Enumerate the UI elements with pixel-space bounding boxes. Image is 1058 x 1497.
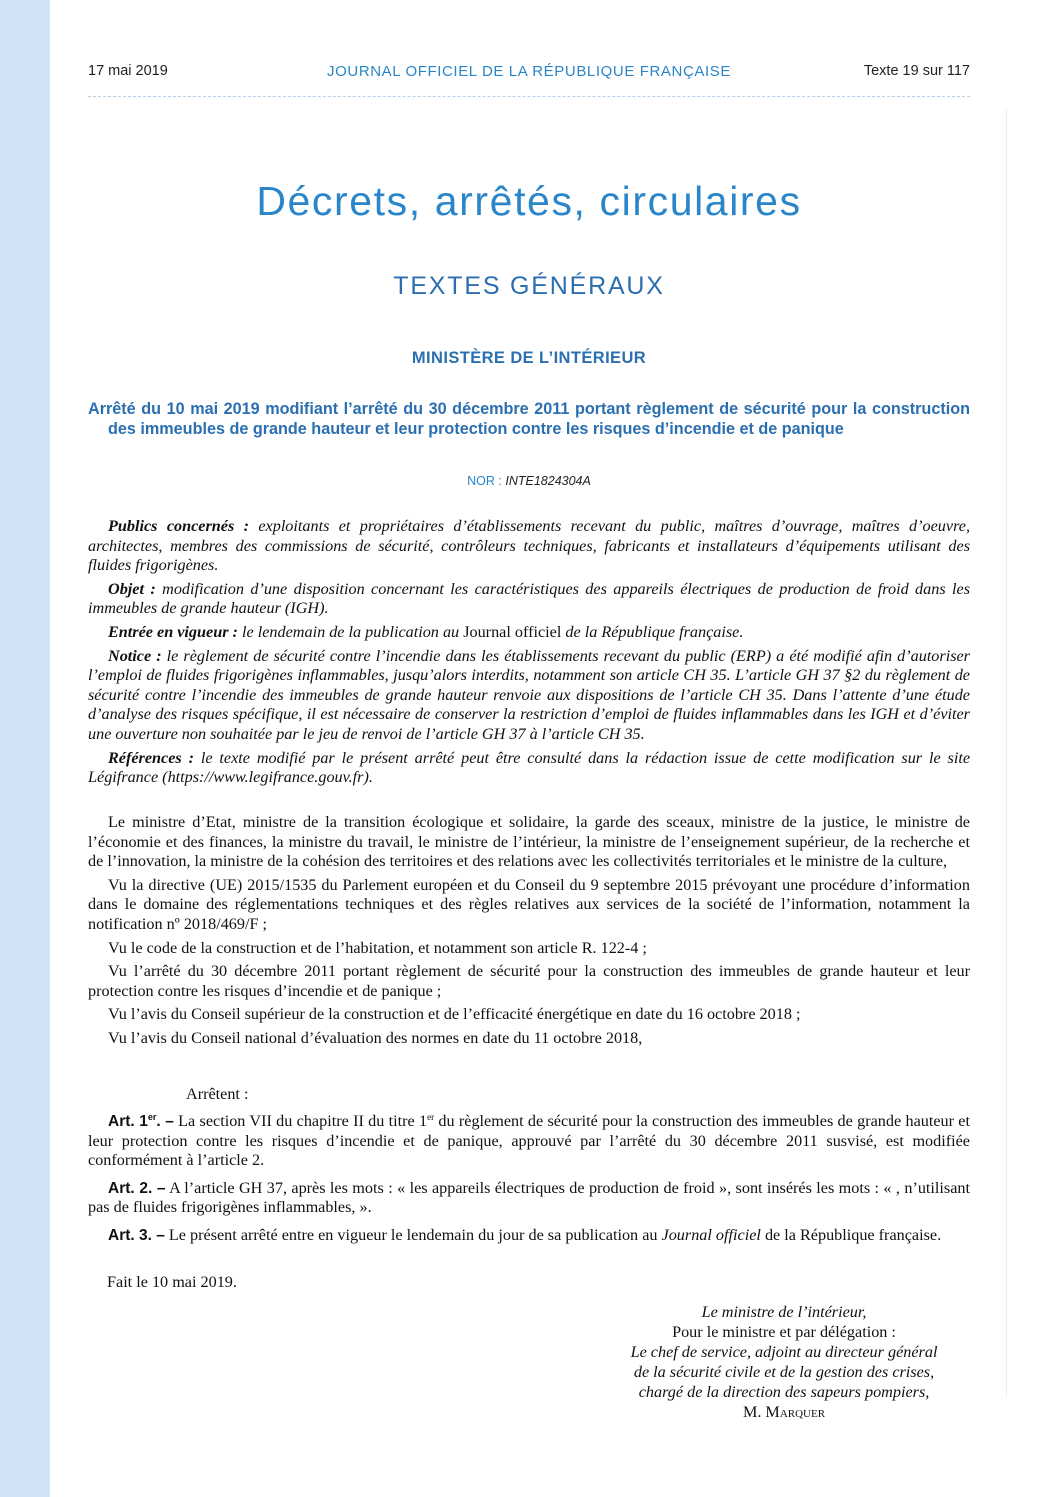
visas-block <box>88 813 970 1053</box>
notice-block <box>88 517 970 792</box>
section-subtitle: TEXTES GÉNÉRAUX <box>393 272 665 300</box>
signatory-name: M. Marquer <box>742 1403 826 1421</box>
objet-paragraph <box>88 580 970 619</box>
signature-line: Pour le ministre et par délégation : <box>672 1323 896 1341</box>
articles-block <box>88 1112 970 1254</box>
right-margin-rule <box>1006 108 1007 1398</box>
visa-paragraph: Vu l’avis du Conseil supérieur de la construction et de l’efficacité énergétique en date du 16 octobre 2018 ; <box>108 1005 801 1024</box>
objet-label: Objet : <box>108 579 156 598</box>
article-3-label: Art. 3. – <box>108 1226 165 1244</box>
entree-label: Entrée en vigueur : <box>108 622 238 641</box>
visa-paragraph: Le ministre d’Etat, ministre de la transition écologique et solidaire, la garde des sceaux, ministre de la justice, le ministre de l’économie et des finances, la ministre du travail, le ministre de l’intérieur, la ministre de l’enseignement supérieur, de la recherche et de l’innovation, la ministre de la cohésion des territoires et des relations avec les collectivités territoriales et le ministre de la culture, <box>88 813 970 871</box>
visa-paragraph: Vu l’arrêté du 30 décembre 2011 portant règlement de sécurité pour la construction des immeubles de grande hauteur et leur protection contre les risques d’incendie et de panique ; <box>88 962 970 1000</box>
signature-line: de la sécurité civile et de la gestion des crises, <box>633 1363 935 1381</box>
signature-line: chargé de la direction des sapeurs pompiers, <box>638 1383 930 1401</box>
objet-text: modification d’une disposition concernant les caractéristiques des appareils électriques de production de froid dans les immeubles de grande hauteur (IGH). <box>88 579 971 618</box>
header-rule <box>88 96 970 97</box>
entree-text-2: de la République française. <box>561 622 744 641</box>
signature-line: Le ministre de l’intérieur, <box>701 1303 867 1321</box>
references-label: Références : <box>108 748 194 767</box>
references-text: le texte modifié par le présent arrêté peut être consulté dans la rédaction issue de cette modification sur le site Légifrance (https://www.legifrance.gouv.fr). <box>88 748 970 787</box>
notice-paragraph <box>88 647 970 745</box>
publics-paragraph <box>88 517 970 576</box>
article-3: Art. 3. – Le présent arrêté entre en vigueur le lendemain du jour de sa publication au Journal officiel de la République française. <box>108 1225 942 1244</box>
ministry-heading: MINISTÈRE DE L’INTÉRIEUR <box>411 349 647 367</box>
nor-label: NOR : <box>467 474 506 488</box>
text-number: Texte 19 sur 117 <box>863 63 970 79</box>
notice-text: le règlement de sécurité contre l’incendie dans les établissements recevant du public (ERP) a été modifié afin d’autoriser l’emploi de fluides frigorigènes inflammables, jusqu’alors interdits, notamment son article CH 35. L’article GH 37 §2 du règlement de sécurité contre l’incendie des immeubles de grande hauteur renvoie aux dispositions de l’article CH 35. Dans l’attente d’une étude d’analyse des risques spécifique, il est nécessaire de conserver la restriction d’emploi de fluides inflammables dans les IGH et d’éviter une ouverture non souhaitée par le jeu de renvoi de l’article GH 37 à l’article CH 35. <box>88 646 970 743</box>
entree-text-1: le lendemain de la publication au <box>237 622 464 641</box>
arretent-line: Arrêtent : <box>186 1085 249 1103</box>
visa-paragraph: Vu la directive (UE) 2015/1535 du Parlement européen et du Conseil du 9 septembre 2015 prévoyant une procédure d’information dans le domaine des réglementations techniques et des règles relatives aux services de la société de l’information, notamment la notification nº 2018/469/F ; <box>88 875 970 933</box>
publics-label: Publics concernés : <box>108 517 249 535</box>
signature-line: Le chef de service, adjoint au directeur général <box>630 1343 938 1361</box>
references-paragraph <box>88 749 970 788</box>
signing-date: Fait le 10 mai 2019. <box>107 1273 237 1291</box>
section-title: Décrets, arrêtés, circulaires <box>256 178 802 224</box>
notice-label: Notice : <box>108 646 162 665</box>
article-1: Art. 1er. – La section VII du chapitre II du titre 1er du règlement de sécurité pour la construction des immeubles de grande hauteur et leur protection contre les risques d’incendie et de panique, approuvé par l’arrêté du 30 décembre 2011 susvisé, est modifiée conformément à l’article 2. <box>88 1112 970 1170</box>
entree-paragraph <box>88 623 970 643</box>
nor-reference <box>88 474 970 488</box>
visa-paragraph: Vu le code de la construction et de l’habitation, et notamment son article R. 122-4 ; <box>108 938 647 957</box>
decree-title: Arrêté du 10 mai 2019 modifiant l’arrêté du 30 décembre 2011 portant règlement de sécurité pour la construction des immeubles de grande hauteur et leur protection contre les risques d’incendie et de panique <box>88 400 970 438</box>
visa-paragraph: Vu l’avis du Conseil national d’évaluation des normes en date du 11 octobre 2018, <box>108 1028 643 1047</box>
article-2-label: Art. 2. – <box>108 1179 166 1197</box>
signature-block <box>560 1302 1008 1422</box>
entree-journal: Journal officiel <box>463 622 562 641</box>
publics-text: exploitants et propriétaires d’établissements recevant du public, maîtres d’ouvrage, maîtres d’oeuvre, architectes, membres des commissions de sécurité, contrôleurs techniques, fabricants et installateurs d’équipements utilisant des fluides frigorigènes. <box>88 517 970 575</box>
journal-name: JOURNAL OFFICIEL DE LA RÉPUBLIQUE FRANÇAISE <box>327 63 731 80</box>
article-1-label: Art. 1er. – <box>108 1112 174 1130</box>
article-2: Art. 2. – A l’article GH 37, après les mots : « les appareils électriques de production de froid », sont insérés les mots : « , n’utilisant pas de fluides frigorigènes inflammables, ». <box>88 1178 971 1217</box>
left-margin-band <box>0 0 50 1497</box>
nor-value: INTE1824304A <box>505 474 591 488</box>
publication-date: 17 mai 2019 <box>88 63 168 79</box>
